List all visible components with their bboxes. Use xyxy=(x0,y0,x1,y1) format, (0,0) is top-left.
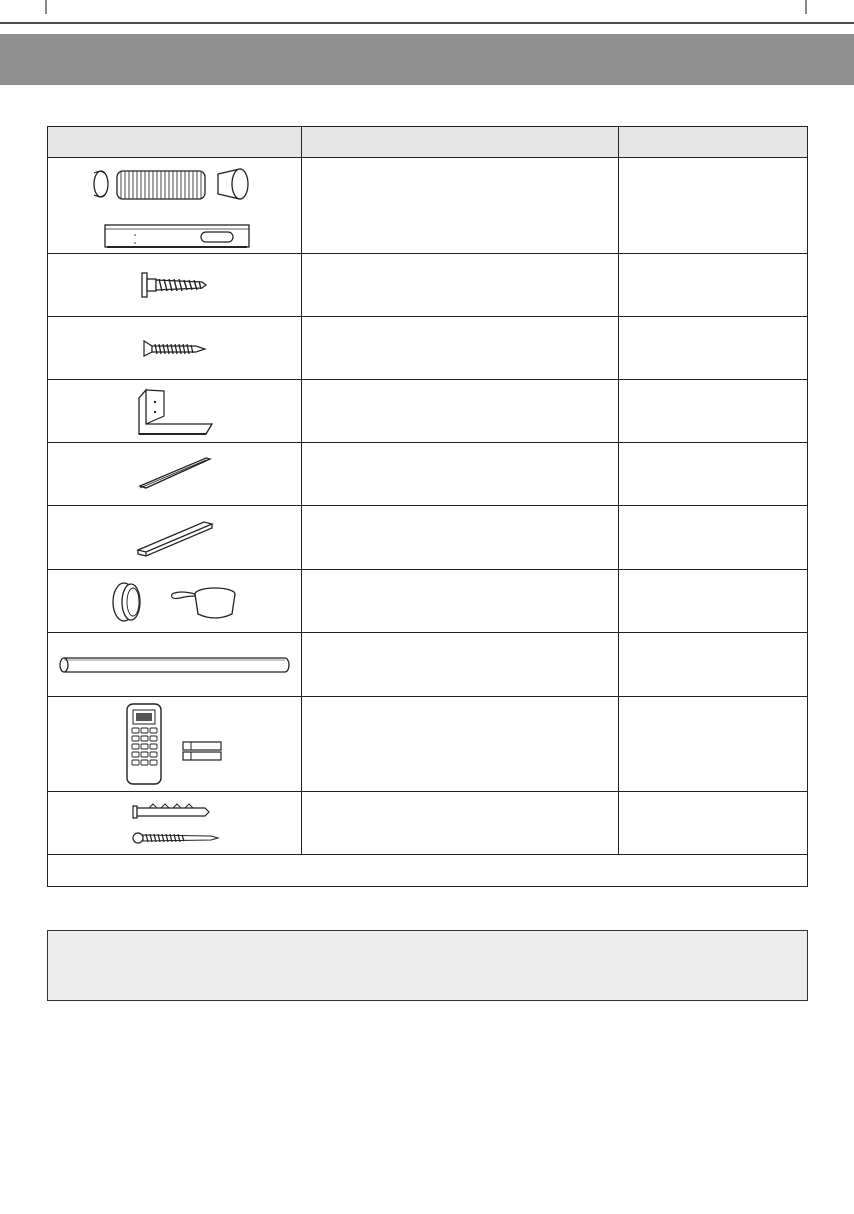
countersunk-screw-icon xyxy=(142,338,208,358)
part-quantity-cell xyxy=(618,443,807,506)
part-picture-cell xyxy=(48,697,302,792)
foam-seal-strip-icon xyxy=(138,456,212,492)
wall-plug-and-screw-icon xyxy=(129,800,221,846)
table-footer-note xyxy=(48,855,808,887)
part-picture-cell xyxy=(48,380,302,443)
table-row xyxy=(48,506,808,570)
exhaust-hose-and-window-slider-icon xyxy=(90,161,260,251)
part-picture-cell xyxy=(48,317,302,380)
table-footer-row xyxy=(48,855,808,887)
accessories-table xyxy=(47,126,808,887)
part-name-cell xyxy=(302,633,618,697)
table-row xyxy=(48,254,808,317)
part-quantity-cell xyxy=(618,254,807,317)
table-row xyxy=(48,443,808,506)
part-quantity-cell xyxy=(618,158,807,254)
part-name-cell xyxy=(302,158,618,254)
part-picture-cell xyxy=(48,792,302,855)
table-row xyxy=(48,380,808,443)
part-picture-cell xyxy=(48,254,302,317)
part-quantity-cell xyxy=(618,633,807,697)
table-row xyxy=(48,792,808,855)
part-picture-cell xyxy=(48,570,302,633)
table-row xyxy=(48,317,808,380)
part-name-cell xyxy=(302,443,618,506)
column-header-quantity xyxy=(618,127,807,158)
table-row xyxy=(48,158,808,254)
part-quantity-cell xyxy=(618,792,807,855)
part-picture-cell xyxy=(48,158,302,254)
part-picture-cell xyxy=(48,506,302,570)
table-row xyxy=(48,697,808,792)
column-header-name xyxy=(302,127,618,158)
page-top-rule xyxy=(0,0,854,30)
part-name-cell xyxy=(302,254,618,317)
part-quantity-cell xyxy=(618,506,807,570)
part-name-cell xyxy=(302,570,618,633)
section-header-band xyxy=(0,34,854,85)
part-quantity-cell xyxy=(618,380,807,443)
table-row xyxy=(48,633,808,697)
part-picture-cell xyxy=(48,633,302,697)
column-header-picture xyxy=(48,127,302,158)
part-picture-cell xyxy=(48,443,302,506)
note-box xyxy=(47,930,808,1001)
part-name-cell xyxy=(302,697,618,792)
remote-control-and-batteries-icon xyxy=(125,702,225,786)
hose-adapters-icon xyxy=(110,578,240,624)
drain-pipe-icon xyxy=(59,654,291,676)
table-header-row xyxy=(48,127,808,158)
l-bracket-icon xyxy=(136,386,214,436)
part-quantity-cell xyxy=(618,697,807,792)
part-quantity-cell xyxy=(618,570,807,633)
part-name-cell xyxy=(302,506,618,570)
table-row xyxy=(48,570,808,633)
part-name-cell xyxy=(302,380,618,443)
wooden-strip-icon xyxy=(136,518,214,558)
part-name-cell xyxy=(302,792,618,855)
part-name-cell xyxy=(302,317,618,380)
bolt-screw-icon xyxy=(140,269,210,301)
part-quantity-cell xyxy=(618,317,807,380)
